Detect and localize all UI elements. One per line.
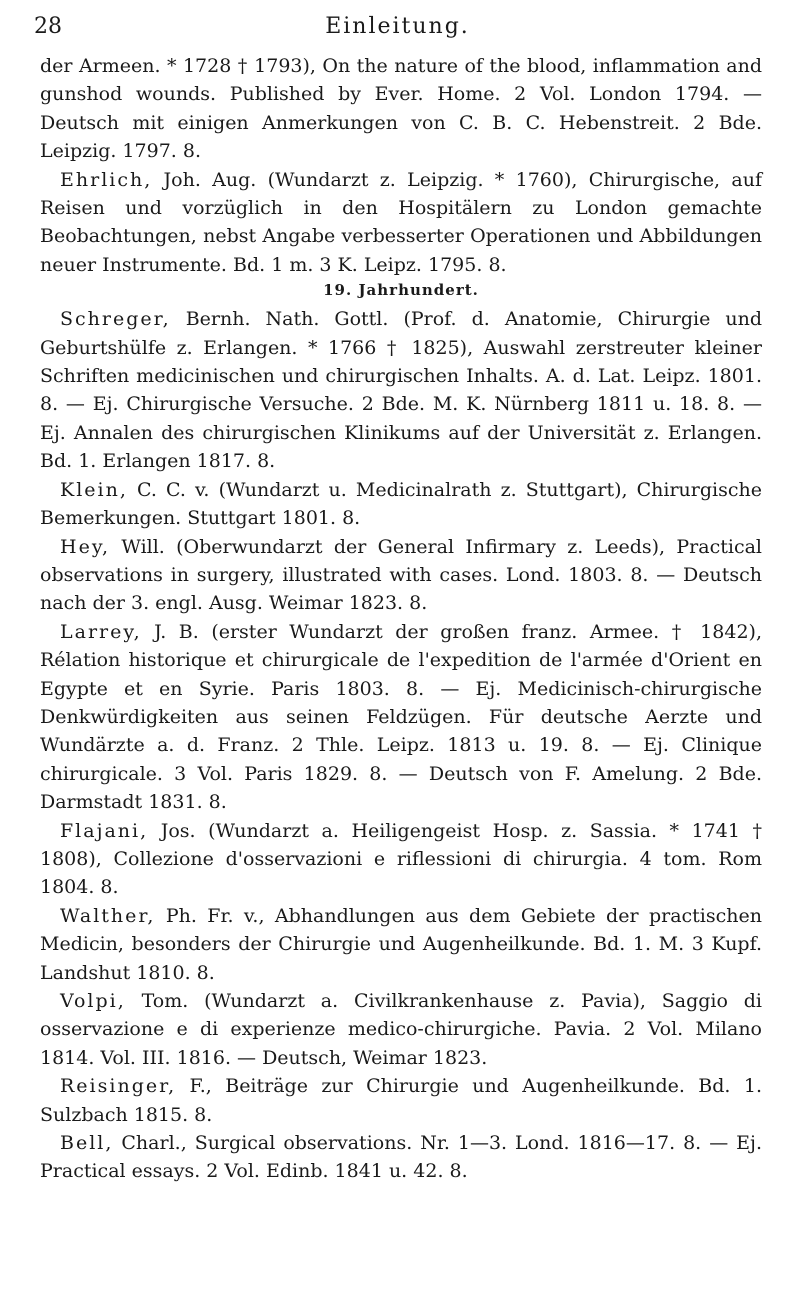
bibliography-entry	[40, 1072, 762, 1129]
running-title: Einleitung.	[325, 14, 470, 39]
entry-author: Schreger,	[60, 308, 171, 331]
bibliography-entry	[40, 166, 762, 280]
bibliography-entry	[40, 305, 762, 475]
entry-author: Bell,	[60, 1132, 114, 1155]
entry-author: Reisinger,	[60, 1075, 177, 1098]
page-number: 28	[34, 14, 62, 39]
entry-text: Joh. Aug. (Wundarzt z. Leipzig. * 1760), Chirurgische, auf Reisen und vorzüglich in den Hospitälern zu London gemachte Beobachtungen, nebst Angabe verbesserter Operationen und Abbildungen neuer Instrumente. Bd. 1 m. 3 K. Leipz. 1795. 8.	[40, 168, 762, 276]
entry-text: C. C. v. (Wundarzt u. Medicinalrath z. Stuttgart), Chirurgische Bemerkungen. Stuttgart 1801. 8.	[40, 478, 762, 530]
bibliography-entry	[40, 1129, 762, 1186]
bibliography-entry	[40, 52, 762, 166]
bibliography-entry	[40, 533, 762, 618]
entry-text: Bernh. Nath. Gottl. (Prof. d. Anatomie, Chirurgie und Geburtshülfe z. Erlangen. * 1766 † 1825), Auswahl zerstreuter kleiner Schriften medicinischen und chirurgischen Inhalts. A. d. Lat. Leipz. 1801. 8. — Ej. Chirurgische Versuche. 2 Bde. M. K. Nürnberg 1811 u. 18. 8. — Ej. Annalen des chirurgischen Klinikums auf der Universität z. Erlangen. Bd. 1. Erlangen 1817. 8.	[40, 308, 762, 473]
entry-text: Jos. (Wundarzt a. Heiligengeist Hosp. z. Sassia. * 1741 † 1808), Collezione d'osservazioni e riflessioni di chirurgia. 4 tom. Rom 1804. 8.	[40, 819, 762, 899]
entry-text: F., Beiträge zur Chirurgie und Augenheilkunde. Bd. 1. Sulzbach 1815. 8.	[40, 1075, 762, 1126]
entry-author: Klein,	[60, 478, 128, 501]
entry-text: Charl., Surgical observations. Nr. 1—3. Lond. 1816—17. 8. — Ej. Practical essays. 2 Vol. Edinb. 1841 u. 42. 8.	[40, 1132, 762, 1183]
entry-author: Ehrlich,	[60, 168, 153, 191]
bibliography-entry	[40, 618, 762, 817]
entry-text: Ph. Fr. v., Abhandlungen aus dem Gebiete der practischen Medicin, besonders der Chirurgie und Augenheilkunde. Bd. 1. M. 3 Kupf. Landshut 1810. 8.	[40, 904, 762, 984]
bibliography-text	[40, 52, 762, 1186]
entry-text: der Armeen. * 1728 † 1793), On the nature of the blood, inflammation and gunshod wounds. Published by Ever. Home. 2 Vol. London 1794. — Deutsch mit einigen Anmerkungen von C. B. C. Hebenstreit. 2 Bde. Leipzig. 1797. 8.	[40, 55, 762, 163]
entry-author: Walther,	[60, 904, 156, 927]
page-header	[34, 14, 761, 42]
entry-author: Volpi,	[60, 990, 126, 1012]
entry-author: Hey,	[60, 535, 111, 558]
bibliography-entry	[40, 476, 762, 533]
entry-author: Larrey,	[60, 620, 142, 643]
bibliography-entry	[40, 902, 762, 987]
entry-author: Flajani,	[60, 819, 149, 842]
bibliography-entry	[40, 987, 762, 1072]
section-heading: 19. Jahrhundert.	[323, 281, 479, 300]
entry-text: Tom. (Wundarzt a. Civilkrankenhause z. Pavia), Saggio di osservazione e di experienze medico-chirurgiche. Pavia. 2 Vol. Milano 1814. Vol. III. 1816. — Deutsch, Weimar 1823.	[40, 990, 762, 1069]
bibliography-entry	[40, 817, 762, 902]
entry-text: J. B. (erster Wundarzt der großen franz. Armee. † 1842), Rélation historique et chirurgicale de l'expedition de l'armée d'Orient en Egypte et en Syrie. Paris 1803. 8. — Ej. Medicinisch-chirurgische Denkwürdigkeiten aus seinen Feldzügen. Für deutsche Aerzte und Wundärzte a. d. Franz. 2 Thle. Leipz. 1813 u. 19. 8. — Ej. Clinique chirurgicale. 3 Vol. Paris 1829. 8. — Deutsch von F. Amelung. 2 Bde. Darmstadt 1831. 8.	[40, 620, 762, 814]
entry-text: Will. (Oberwundarzt der General Infirmary z. Leeds), Practical observations in surgery, illustrated with cases. Lond. 1803. 8. — Deutsch nach der 3. engl. Ausg. Weimar 1823. 8.	[40, 535, 762, 615]
